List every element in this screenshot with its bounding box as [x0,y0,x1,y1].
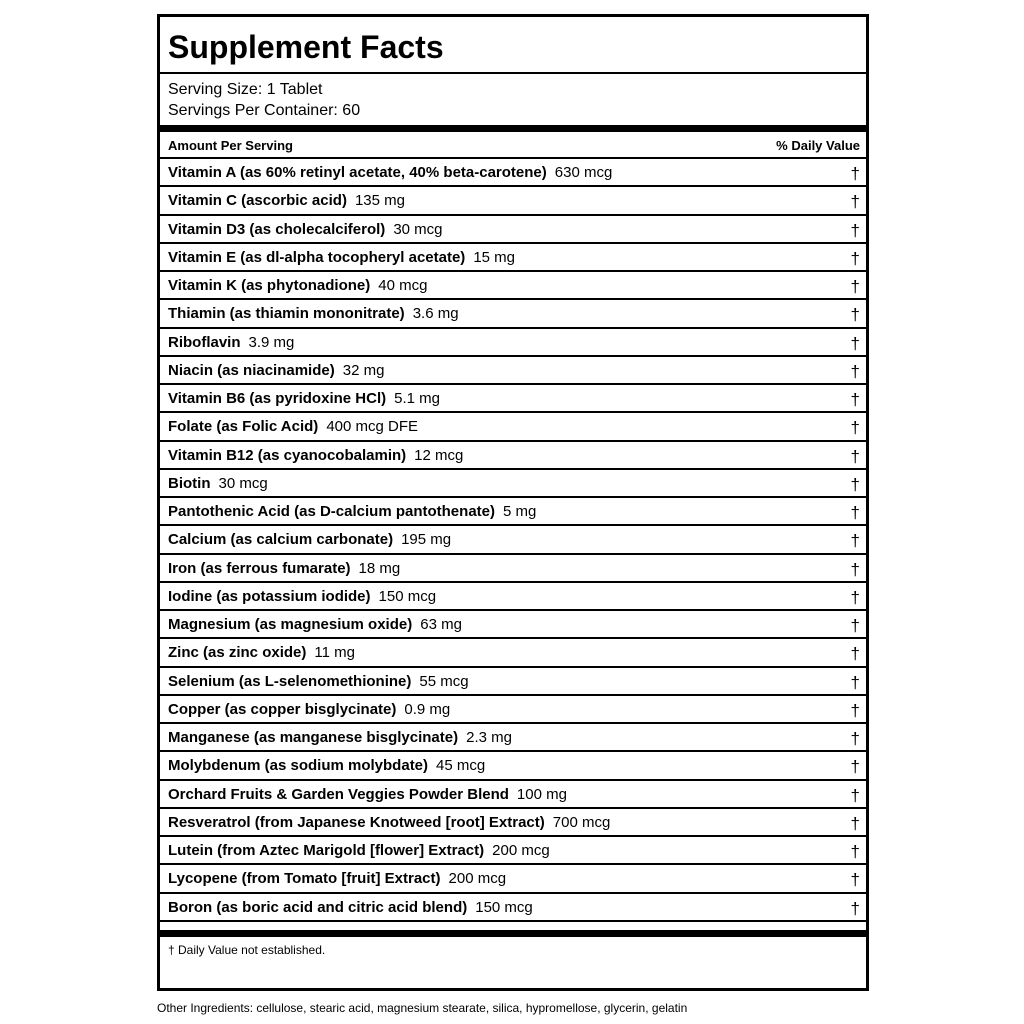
nutrient-cell [168,277,427,295]
daily-value-mark: † [850,870,860,890]
daily-value-mark: † [850,503,860,522]
nutrient-amount: 3.9 mg [248,333,295,351]
nutrient-amount: 3.6 mg [412,305,459,323]
daily-value-mark: † [850,361,860,381]
nutrient-amount: 55 mcg [419,672,469,690]
nutrient-name: Niacin (as niacinamide) [168,361,335,379]
nutrient-amount: 45 mcg [436,757,486,775]
nutrient-cell [168,503,536,521]
nutrient-amount: 150 mcg [378,587,437,605]
amount-per-serving-header: Amount Per Serving [168,138,293,153]
footnote: † Daily Value not established. [168,943,326,957]
nutrient-cell [168,757,485,775]
table-row [160,413,866,441]
nutrient-cell [168,192,405,210]
daily-value-mark: † [850,729,860,748]
table-row [160,894,866,922]
nutrient-name: Zinc (as zinc oxide) [168,644,307,662]
nutrient-name: Manganese (as manganese bisglycinate) [168,729,459,746]
nutrient-name: Lutein (from Aztec Marigold [flower] Extract) [168,842,485,859]
nutrient-name: Lycopene (from Tomato [fruit] Extract) [168,870,441,888]
daily-value-mark: † [850,644,860,664]
daily-value-mark: † [850,333,860,353]
table-row [160,611,866,639]
daily-value-header: % Daily Value [776,138,860,153]
daily-value-mark: † [850,559,860,579]
daily-value-mark: † [850,757,860,777]
nutrient-name: Vitamin A (as 60% retinyl acetate, 40% beta-carotene) [168,164,547,181]
nutrient-cell [168,249,515,267]
daily-value-mark: † [850,616,860,635]
nutrient-list [160,159,866,922]
daily-value-mark: † [850,220,860,240]
table-row [160,668,866,696]
nutrient-cell [168,786,567,804]
daily-value-mark: † [850,813,860,833]
daily-value-mark: † [850,192,860,212]
table-row [160,216,866,244]
nutrient-amount: 15 mg [473,248,516,266]
daily-value-mark: † [850,305,860,325]
nutrient-amount: 30 mcg [393,220,443,238]
nutrient-cell [168,870,506,888]
daily-value-mark: † [850,277,860,296]
nutrient-cell [168,644,355,662]
nutrient-name: Folate (as Folic Acid) [168,418,319,436]
table-row [160,470,866,498]
table-header [160,132,866,159]
daily-value-mark: † [850,531,860,551]
nutrient-cell [168,475,268,493]
nutrient-amount: 200 mcg [492,842,550,859]
daily-value-mark: † [850,418,860,438]
nutrient-name: Boron (as boric acid and citric acid blend) [168,898,468,916]
nutrient-cell [168,814,610,832]
serving-size: Serving Size: 1 Tablet [168,81,323,98]
nutrient-name: Selenium (as L-selenomethionine) [168,672,412,690]
table-row [160,442,866,470]
nutrient-name: Copper (as copper bisglycinate) [168,700,397,718]
table-row [160,696,866,724]
nutrient-amount: 100 mg [516,785,567,803]
nutrient-amount: 150 mcg [475,898,533,916]
table-row [160,555,866,583]
nutrient-name: Thiamin (as thiamin mononitrate) [168,305,405,323]
nutrient-cell [168,418,418,436]
nutrient-name: Vitamin B6 (as pyridoxine HCl) [168,390,387,407]
nutrient-amount: 200 mcg [448,870,507,888]
nutrient-cell [168,305,459,323]
daily-value-mark: † [850,587,860,607]
nutrient-name: Vitamin K (as phytonadione) [168,277,371,294]
table-row [160,244,866,272]
nutrient-name: Biotin [168,474,211,492]
nutrient-amount: 135 mg [354,192,405,210]
nutrient-amount: 700 mcg [552,813,611,831]
nutrient-amount: 32 mg [342,361,385,379]
nutrient-cell [168,616,462,634]
nutrient-name: Vitamin C (ascorbic acid) [168,192,347,210]
thick-divider-top [160,125,866,132]
table-row [160,752,866,780]
nutrient-name: Iron (as ferrous fumarate) [168,559,351,577]
nutrient-cell [168,673,469,691]
nutrient-name: Riboflavin [168,333,241,351]
table-row [160,329,866,357]
panel-title: Supplement Facts [168,29,444,65]
nutrient-amount: 2.3 mg [466,729,512,746]
daily-value-mark: † [850,785,860,805]
supplement-facts-panel [157,14,869,991]
table-row [160,385,866,413]
nutrient-cell [168,164,612,182]
daily-value-mark: † [850,672,860,692]
nutrient-cell [168,390,440,408]
table-row [160,781,866,809]
table-row [160,837,866,865]
daily-value-mark: † [850,898,860,918]
daily-value-mark: † [850,248,860,268]
nutrient-name: Vitamin D3 (as cholecalciferol) [168,220,386,238]
table-row [160,865,866,893]
nutrient-name: Resveratrol (from Japanese Knotweed [root] Extract) [168,813,545,831]
nutrient-cell [168,362,384,380]
nutrient-amount: 0.9 mg [404,700,451,718]
table-row [160,187,866,215]
nutrient-amount: 18 mg [358,559,401,577]
nutrient-cell [168,221,443,239]
nutrient-cell [168,701,450,719]
nutrient-cell [168,899,533,917]
table-row [160,639,866,667]
nutrient-amount: 63 mg [420,616,462,633]
nutrient-cell [168,531,451,549]
table-row [160,272,866,300]
nutrient-cell [168,588,436,606]
nutrient-name: Orchard Fruits & Garden Veggies Powder Blend [168,785,509,803]
table-row [160,724,866,752]
nutrient-name: Pantothenic Acid (as D-calcium pantothenate) [168,503,495,520]
daily-value-mark: † [850,390,860,409]
thick-divider-bottom [160,930,866,937]
nutrient-amount: 195 mg [401,531,452,549]
nutrient-amount: 30 mcg [218,474,268,492]
daily-value-mark: † [850,474,860,494]
nutrient-cell [168,560,400,578]
daily-value-mark: † [850,700,860,720]
nutrient-amount: 5.1 mg [394,390,440,407]
table-row [160,526,866,554]
nutrient-amount: 11 mg [314,644,355,662]
nutrient-name: Magnesium (as magnesium oxide) [168,616,413,633]
nutrient-cell [168,842,550,860]
daily-value-mark: † [850,164,860,183]
table-row [160,498,866,526]
nutrient-amount: 400 mcg DFE [326,418,419,436]
table-row [160,583,866,611]
daily-value-mark: † [850,446,860,466]
nutrient-amount: 12 mcg [414,446,464,464]
nutrient-cell [168,729,512,747]
nutrient-amount: 40 mcg [378,277,428,294]
nutrient-name: Calcium (as calcium carbonate) [168,531,394,549]
nutrient-cell [168,447,463,465]
nutrient-amount: 5 mg [503,503,537,520]
nutrient-cell [168,334,294,352]
table-row [160,809,866,837]
title-divider [160,72,866,74]
nutrient-name: Iodine (as potassium iodide) [168,587,371,605]
nutrient-name: Vitamin E (as dl-alpha tocopheryl acetate) [168,248,466,266]
table-row [160,159,866,187]
other-ingredients: Other Ingredients: cellulose, stearic acid, magnesium stearate, silica, hypromellose, glycerin, gelatin [157,1001,688,1015]
daily-value-mark: † [850,842,860,861]
nutrient-name: Molybdenum (as sodium molybdate) [168,757,429,775]
table-row [160,357,866,385]
nutrient-name: Vitamin B12 (as cyanocobalamin) [168,446,407,464]
nutrient-amount: 630 mcg [554,164,613,181]
servings-per-container: Servings Per Container: 60 [168,102,361,119]
table-row [160,300,866,328]
